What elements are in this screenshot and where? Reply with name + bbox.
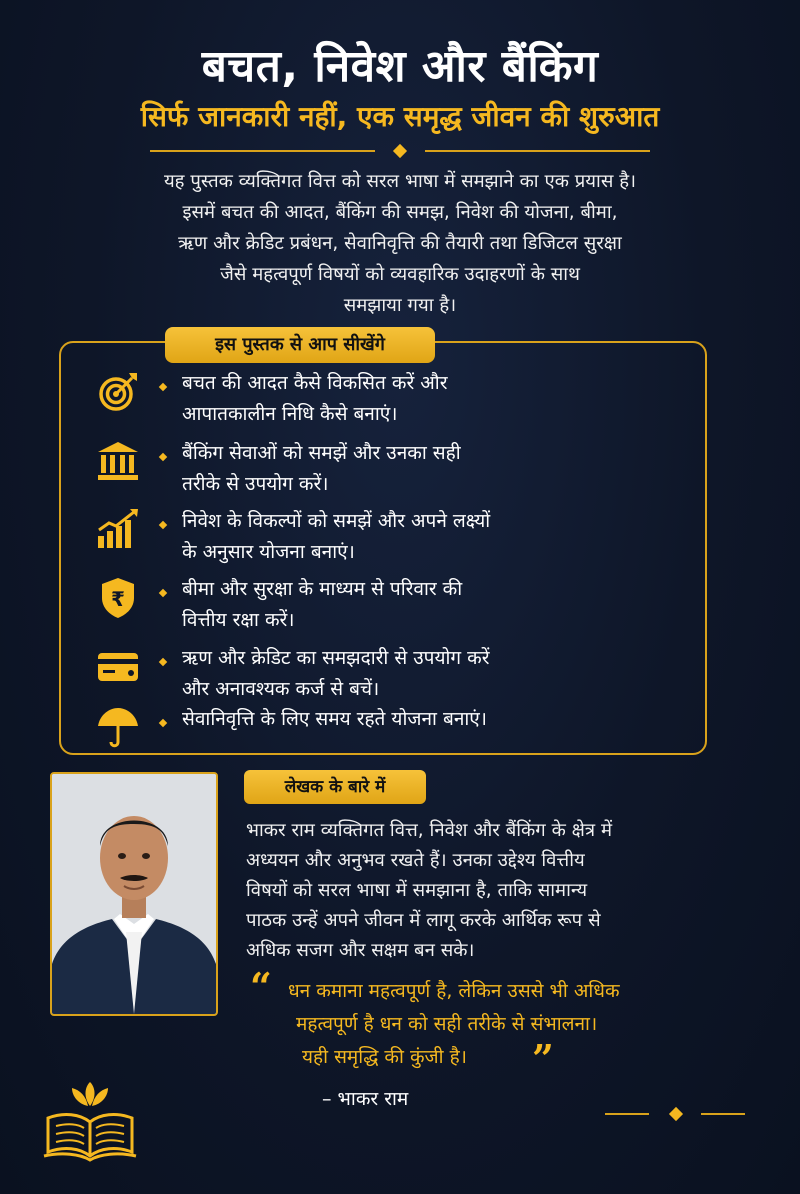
learn-item-text <box>182 506 622 568</box>
svg-text:₹: ₹ <box>111 587 125 611</box>
intro-line: समझाया गया है। <box>343 295 457 316</box>
bank-icon <box>96 440 140 484</box>
bullet-icon <box>159 521 167 529</box>
quote-line: यही समृद्धि की कुंजी है। <box>302 1046 467 1068</box>
bullet-icon <box>159 589 167 597</box>
bio-line: भाकर राम व्यक्तिगत वित्त, निवेश और बैंकिंग के क्षेत्र में <box>246 820 613 841</box>
list-item <box>0 508 700 578</box>
learn-section-heading: इस पुस्तक से आप सीखेंगे <box>165 327 435 363</box>
intro-line: इसमें बचत की आदत, बैंकिंग की समझ, निवेश की योजना, बीमा, <box>182 202 618 223</box>
quote-open-icon: “ <box>250 964 272 1009</box>
quote-signature: – भाकर राम <box>322 1088 409 1110</box>
learn-item-line: बीमा और सुरक्षा के माध्यम से परिवार की <box>182 578 463 600</box>
intro-line: ऋण और क्रेडिट प्रबंधन, सेवानिवृत्ति की तैयारी तथा डिजिटल सुरक्षा <box>178 233 622 254</box>
author-portrait <box>52 774 216 1014</box>
title-divider <box>150 146 650 156</box>
learn-item-text <box>182 438 622 500</box>
bio-line: अध्ययन और अनुभव रखते हैं। उनका उद्देश्य वित्तीय <box>246 850 585 871</box>
intro-line: यह पुस्तक व्यक्तिगत वित्त को सरल भाषा में समझाने का एक प्रयास है। <box>163 171 637 192</box>
book-logo-icon <box>40 1078 140 1162</box>
learn-item-line: बैंकिंग सेवाओं को समझें और उनका सही <box>182 442 461 464</box>
rupee-shield-icon <box>96 576 140 620</box>
learn-item-line: आपातकालीन निधि कैसे बनाएं। <box>182 403 398 425</box>
learn-item-line: निवेश के विकल्पों को समझें और अपने लक्ष्यों <box>182 510 491 532</box>
bullet-icon <box>159 719 167 727</box>
intro-paragraph <box>70 166 730 321</box>
author-photo <box>50 772 218 1016</box>
book-subtitle: सिर्फ जानकारी नहीं, एक समृद्ध जीवन की शुरुआत <box>140 100 660 133</box>
quote-line: महत्वपूर्ण है धन को सही तरीके से संभालना। <box>296 1013 598 1035</box>
learn-item-text <box>182 574 622 636</box>
learn-item-line: सेवानिवृत्ति के लिए समय रहते योजना बनाएं। <box>182 708 487 730</box>
learn-item-text <box>182 368 622 430</box>
learn-item-line: के अनुसार योजना बनाएं। <box>182 541 355 563</box>
list-item <box>0 370 700 440</box>
learn-item-text <box>182 704 622 735</box>
about-author-heading: लेखक के बारे में <box>244 770 426 804</box>
learn-item-line: तरीके से उपयोग करें। <box>182 473 329 495</box>
learn-item-line: ऋण और क्रेडिट का समझदारी से उपयोग करें <box>182 647 490 669</box>
list-item <box>0 706 700 776</box>
footer-divider <box>605 1108 745 1120</box>
list-item <box>0 440 700 510</box>
list-item <box>0 576 700 646</box>
author-quote <box>288 975 728 1074</box>
bio-line: विषयों को सरल भाषा में समझाना है, ताकि सामान्य <box>246 880 588 901</box>
learn-item-line: और अनावश्यक कर्ज से बचें। <box>182 678 380 700</box>
bio-line: अधिक सजग और सक्षम बन सके। <box>246 940 475 961</box>
growth-chart-icon <box>96 508 140 552</box>
learn-item-text <box>182 643 622 705</box>
target-icon <box>96 370 140 414</box>
bullet-icon <box>159 453 167 461</box>
author-bio <box>246 816 746 966</box>
bullet-icon <box>159 658 167 666</box>
bullet-icon <box>159 383 167 391</box>
learn-item-line: बचत की आदत कैसे विकसित करें और <box>182 372 448 394</box>
umbrella-icon <box>96 706 140 750</box>
quote-line: धन कमाना महत्वपूर्ण है, लेकिन उससे भी अधिक <box>288 980 620 1002</box>
book-title: बचत, निवेश और बैंकिंग <box>201 41 599 92</box>
intro-line: जैसे महत्वपूर्ण विषयों को व्यवहारिक उदाहरणों के साथ <box>220 264 580 285</box>
learn-item-line: वित्तीय रक्षा करें। <box>182 609 295 631</box>
bio-line: पाठक उन्हें अपने जीवन में लागू करके आर्थिक रूप से <box>246 910 601 931</box>
quote-close-icon: ” <box>532 1036 554 1081</box>
credit-card-icon <box>96 645 140 689</box>
